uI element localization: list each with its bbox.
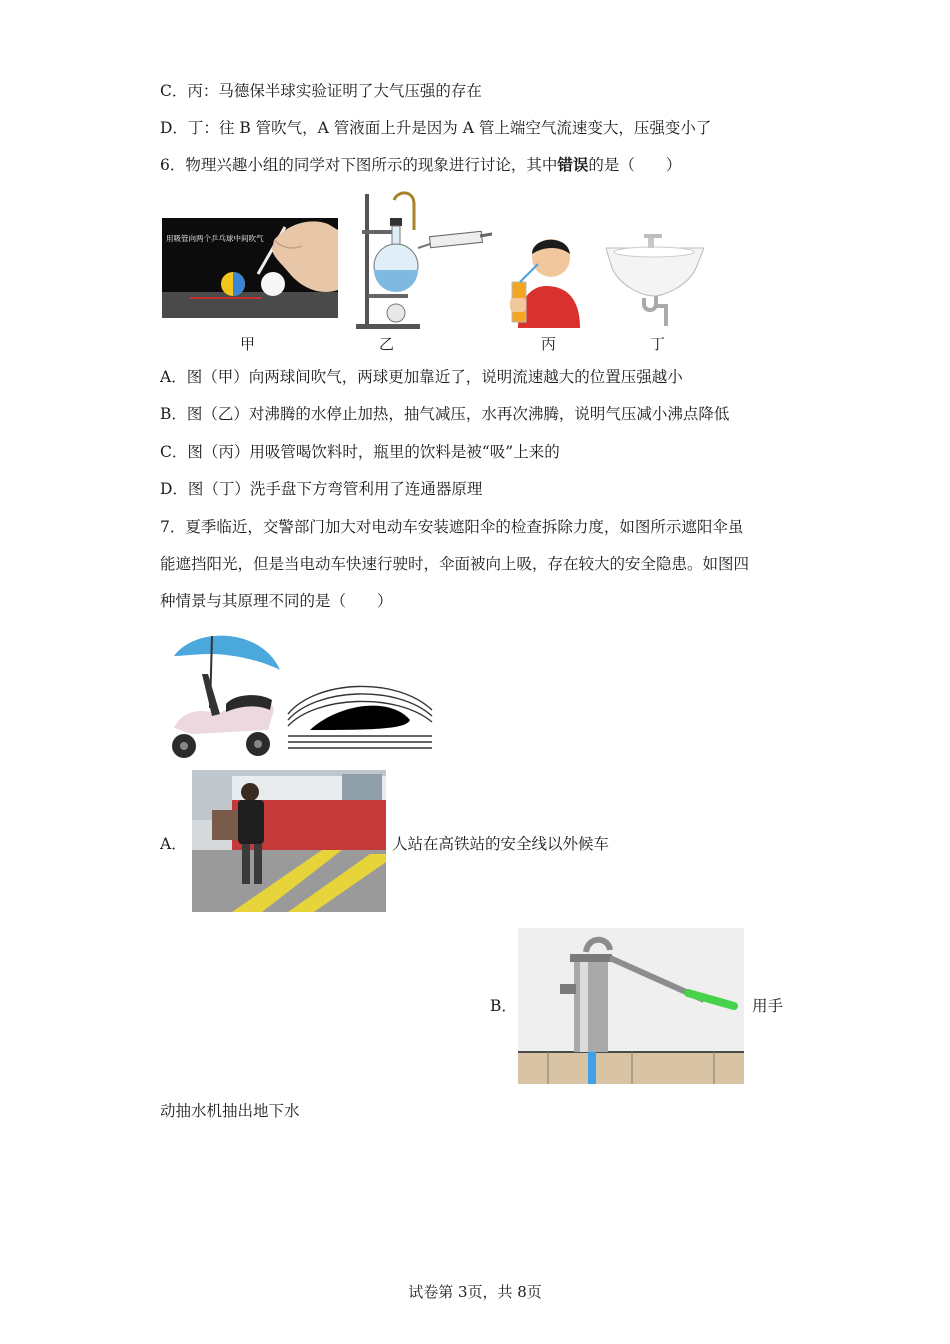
q6-option-c: C．图（丙）用吸管喝饮料时，瓶里的饮料是被“吸”上来的 (160, 443, 560, 461)
figure-yi-flask-syringe (352, 190, 494, 330)
figure-scooter-umbrella (162, 630, 284, 760)
figure-ding-wash-basin (604, 234, 706, 326)
q6-stem-end: 的是（ ） (588, 156, 682, 174)
q7-stem-line-3: 种情景与其原理不同的是（ ） (160, 592, 393, 610)
q7-option-b-text-2: 动抽水机抽出地下水 (160, 1102, 300, 1120)
figure-bing-boy-drinking (508, 228, 584, 328)
figure-high-speed-rail-platform (192, 770, 386, 912)
q7-option-a-text: 人站在高铁站的安全线以外候车 (392, 835, 610, 853)
q6-option-d: D．图（丁）洗手盘下方弯管利用了连通器原理 (160, 480, 483, 498)
q7-stem-line-1: 7．夏季临近，交警部门加大对电动车安装遮阳伞的检查拆除力度，如图所示遮阳伞虽 (160, 518, 744, 536)
figure-airflow-airfoil (286, 680, 436, 752)
q5-option-d: D．丁：往 B 管吹气，A 管液面上升是因为 A 管上端空气流速变大，压强变小了 (160, 119, 712, 137)
q7-option-b-label: B． (490, 997, 517, 1015)
q6-option-b: B．图（乙）对沸腾的水停止加热，抽气减压，水再次沸腾，说明气压减小沸点降低 (160, 405, 730, 423)
q6-option-a: A．图（甲）向两球间吹气，两球更加靠近了，说明流速越大的位置压强越小 (160, 368, 683, 386)
q6-stem (160, 154, 681, 176)
q7-stem-line-2: 能遮挡阳光，但是当电动车快速行驶时，伞面被向上吸，存在较大的安全隐患。如图四 (160, 555, 750, 573)
figure-caption-ding: 丁 (650, 335, 666, 353)
figure-jia-caption-text: 用吸管向两个乒乓球中间吹气 (166, 234, 264, 243)
q6-stem-emphasis: 错误 (557, 155, 589, 174)
q6-stem-start: 6．物理兴趣小组的同学对下图所示的现象进行讨论，其中 (160, 156, 558, 174)
q7-option-a-label: A． (160, 835, 187, 853)
q5-option-c: C．丙：马德保半球实验证明了大气压强的存在 (160, 82, 482, 100)
figure-hand-water-pump (518, 928, 744, 1084)
figure-caption-jia: 甲 (240, 335, 256, 353)
figure-caption-bing: 丙 (541, 335, 557, 353)
q7-option-b-text-1: 用手 (752, 997, 784, 1015)
page-footer: 试卷第 3页，共 8页 (408, 1283, 542, 1301)
figure-jia-balls (162, 218, 338, 318)
figure-caption-yi: 乙 (379, 335, 395, 353)
